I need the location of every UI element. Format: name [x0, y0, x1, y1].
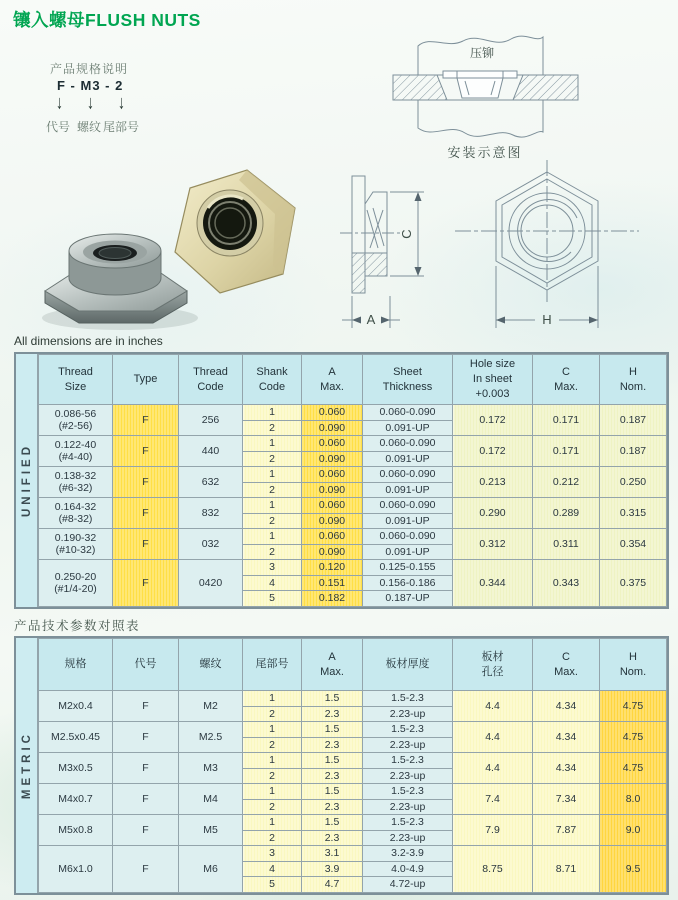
column-header: Sheet Thickness	[363, 355, 453, 405]
column-header: H Nom.	[600, 639, 667, 691]
cell-size: 0.190-32 (#10-32)	[39, 529, 113, 560]
cell-h-nom: 4.75	[600, 691, 667, 722]
cell-shank-code: 2	[243, 706, 302, 722]
cell-type: F	[113, 846, 179, 893]
table-row	[39, 467, 667, 483]
cell-a-max: 0.060	[302, 467, 363, 483]
column-header: H Nom.	[600, 355, 667, 405]
cell-type: F	[113, 405, 179, 436]
cell-h-nom: 4.75	[600, 722, 667, 753]
flush-nut-steel	[42, 234, 198, 330]
cell-size: M5x0.8	[39, 815, 113, 846]
cell-thread-code: 832	[179, 498, 243, 529]
cell-h-nom: 4.75	[600, 753, 667, 784]
cell-a-max: 1.5	[302, 784, 363, 800]
cell-sheet-thickness: 0.060-0.090	[363, 498, 453, 514]
cell-type: F	[113, 467, 179, 498]
installation-diagram	[385, 15, 665, 165]
cell-a-max: 0.090	[302, 451, 363, 467]
cell-shank-code: 1	[243, 529, 302, 545]
cell-hole-size: 4.4	[453, 722, 533, 753]
cell-hole-size: 0.290	[453, 498, 533, 529]
cell-shank-code: 1	[243, 691, 302, 707]
cell-a-max: 2.3	[302, 799, 363, 815]
cell-a-max: 3.1	[302, 846, 363, 862]
cell-shank-code: 1	[243, 722, 302, 738]
cell-hole-size: 4.4	[453, 691, 533, 722]
cell-a-max: 0.182	[302, 591, 363, 607]
column-header: 螺纹	[179, 639, 243, 691]
cell-thread-code: 0420	[179, 560, 243, 607]
cell-sheet-thickness: 0.125-0.155	[363, 560, 453, 576]
cell-a-max: 1.5	[302, 753, 363, 769]
cell-hole-size: 0.172	[453, 436, 533, 467]
cell-shank-code: 1	[243, 467, 302, 483]
cell-h-nom: 0.250	[600, 467, 667, 498]
cell-type: F	[113, 529, 179, 560]
cell-sheet-thickness: 1.5-2.3	[363, 722, 453, 738]
cell-sheet-thickness: 0.060-0.090	[363, 529, 453, 545]
cell-a-max: 0.090	[302, 482, 363, 498]
cell-type: F	[113, 691, 179, 722]
cell-c-max: 8.71	[533, 846, 600, 893]
cell-thread-code: 632	[179, 467, 243, 498]
cell-thread-code: 440	[179, 436, 243, 467]
cell-thread-code: M4	[179, 784, 243, 815]
cell-type: F	[113, 560, 179, 607]
column-header: Hole size In sheet +0.003	[453, 355, 533, 405]
down-arrow-icon: ↓	[87, 91, 94, 113]
cell-c-max: 4.34	[533, 691, 600, 722]
cell-shank-code: 4	[243, 575, 302, 591]
dim-label-c: C	[399, 229, 414, 239]
cell-size: 0.122-40 (#4-40)	[39, 436, 113, 467]
column-header: 板材 孔径	[453, 639, 533, 691]
cell-a-max: 1.5	[302, 722, 363, 738]
cell-shank-code: 2	[243, 799, 302, 815]
cell-sheet-thickness: 4.72-up	[363, 877, 453, 893]
cell-sheet-thickness: 2.23-up	[363, 706, 453, 722]
table-row	[39, 815, 667, 831]
cell-sheet-thickness: 0.091-UP	[363, 544, 453, 560]
table-row	[39, 753, 667, 769]
cell-c-max: 0.212	[533, 467, 600, 498]
cell-size: M6x1.0	[39, 846, 113, 893]
cell-hole-size: 0.213	[453, 467, 533, 498]
cell-shank-code: 3	[243, 560, 302, 576]
cell-a-max: 0.060	[302, 405, 363, 421]
cell-h-nom: 0.354	[600, 529, 667, 560]
cell-shank-code: 4	[243, 861, 302, 877]
table-row	[39, 784, 667, 800]
cell-a-max: 0.060	[302, 498, 363, 514]
cell-type: F	[113, 815, 179, 846]
cell-sheet-thickness: 2.23-up	[363, 768, 453, 784]
table-row	[39, 405, 667, 421]
diagram-label: 压铆	[469, 46, 495, 60]
cell-sheet-thickness: 1.5-2.3	[363, 815, 453, 831]
diagram-caption: 安装示意图	[447, 145, 523, 160]
cell-a-max: 3.9	[302, 861, 363, 877]
column-header: Shank Code	[243, 355, 302, 405]
metric-caption: 产品技术参数对照表	[14, 619, 141, 633]
table-row	[39, 560, 667, 576]
flush-nut-brass	[175, 170, 295, 293]
cell-shank-code: 2	[243, 830, 302, 846]
cell-h-nom: 0.187	[600, 405, 667, 436]
hex-front-drawing	[455, 160, 655, 338]
column-header: Thread Code	[179, 355, 243, 405]
cell-thread-code: 256	[179, 405, 243, 436]
cell-shank-code: 1	[243, 784, 302, 800]
column-header: 代号	[113, 639, 179, 691]
cell-shank-code: 2	[243, 768, 302, 784]
cell-sheet-thickness: 1.5-2.3	[363, 784, 453, 800]
cell-h-nom: 0.315	[600, 498, 667, 529]
cell-shank-code: 2	[243, 420, 302, 436]
page-title: 镶入螺母FLUSH NUTS	[13, 10, 201, 30]
cell-shank-code: 1	[243, 498, 302, 514]
table-row	[39, 498, 667, 514]
cell-shank-code: 3	[243, 846, 302, 862]
cell-a-max: 2.3	[302, 768, 363, 784]
cell-shank-code: 2	[243, 513, 302, 529]
cell-shank-code: 1	[243, 815, 302, 831]
column-header: C Max.	[533, 355, 600, 405]
cell-a-max: 2.3	[302, 737, 363, 753]
cell-c-max: 0.343	[533, 560, 600, 607]
cell-sheet-thickness: 2.23-up	[363, 737, 453, 753]
unified-table	[14, 352, 669, 609]
cell-shank-code: 1	[243, 753, 302, 769]
column-header: A Max.	[302, 639, 363, 691]
column-header: C Max.	[533, 639, 600, 691]
column-header: 规格	[39, 639, 113, 691]
cell-shank-code: 1	[243, 436, 302, 452]
column-header: Type	[113, 355, 179, 405]
cell-c-max: 0.289	[533, 498, 600, 529]
header-row	[39, 639, 667, 691]
cell-sheet-thickness: 2.23-up	[363, 830, 453, 846]
column-header: Thread Size	[39, 355, 113, 405]
cell-sheet-thickness: 0.060-0.090	[363, 405, 453, 421]
side-label: METRIC	[20, 731, 33, 800]
cell-shank-code: 5	[243, 591, 302, 607]
cell-size: M4x0.7	[39, 784, 113, 815]
cell-c-max: 0.171	[533, 436, 600, 467]
cell-thread-code: M5	[179, 815, 243, 846]
table-row	[39, 436, 667, 452]
cell-hole-size: 0.344	[453, 560, 533, 607]
table-row	[39, 846, 667, 862]
column-header: 尾部号	[243, 639, 302, 691]
cell-a-max: 0.151	[302, 575, 363, 591]
cell-thread-code: M3	[179, 753, 243, 784]
cell-thread-code: M6	[179, 846, 243, 893]
cell-shank-code: 1	[243, 405, 302, 421]
units-note: All dimensions are in inches	[14, 334, 163, 348]
cell-a-max: 0.060	[302, 436, 363, 452]
cell-shank-code: 2	[243, 737, 302, 753]
cell-sheet-thickness: 0.156-0.186	[363, 575, 453, 591]
legend-heading: 产品规格说明	[50, 62, 129, 76]
legend-label-thread: 螺纹	[77, 120, 102, 134]
cell-type: F	[113, 436, 179, 467]
cell-thread-code: 032	[179, 529, 243, 560]
cell-c-max: 0.171	[533, 405, 600, 436]
cell-type: F	[113, 784, 179, 815]
cell-shank-code: 2	[243, 544, 302, 560]
dim-label-h: H	[542, 312, 552, 327]
cell-a-max: 0.090	[302, 420, 363, 436]
cell-shank-code: 5	[243, 877, 302, 893]
cell-sheet-thickness: 0.187-UP	[363, 591, 453, 607]
table-row	[39, 722, 667, 738]
down-arrow-icon: ↓	[118, 91, 125, 113]
cell-a-max: 1.5	[302, 815, 363, 831]
cell-shank-code: 2	[243, 482, 302, 498]
cell-c-max: 4.34	[533, 753, 600, 784]
cell-type: F	[113, 753, 179, 784]
metric-side-strip	[16, 638, 38, 893]
cell-c-max: 4.34	[533, 722, 600, 753]
cell-a-max: 2.3	[302, 830, 363, 846]
side-label: UNIFIED	[20, 443, 33, 518]
dim-label-a: A	[366, 312, 376, 327]
cell-shank-code: 2	[243, 451, 302, 467]
cell-sheet-thickness: 0.060-0.090	[363, 436, 453, 452]
cell-sheet-thickness: 0.091-UP	[363, 420, 453, 436]
legend-code: F - M3 - 2	[57, 78, 124, 93]
cell-sheet-thickness: 0.060-0.090	[363, 467, 453, 483]
cell-sheet-thickness: 2.23-up	[363, 799, 453, 815]
cell-hole-size: 7.4	[453, 784, 533, 815]
cell-type: F	[113, 498, 179, 529]
cell-a-max: 1.5	[302, 691, 363, 707]
column-header: 板材厚度	[363, 639, 453, 691]
cell-hole-size: 0.172	[453, 405, 533, 436]
metric-spec-table	[38, 638, 667, 893]
cell-hole-size: 0.312	[453, 529, 533, 560]
cell-hole-size: 7.9	[453, 815, 533, 846]
legend-label-code: 代号	[46, 120, 71, 134]
cell-hole-size: 4.4	[453, 753, 533, 784]
product-photo	[25, 158, 325, 333]
cell-type: F	[113, 722, 179, 753]
unified-spec-table	[38, 354, 667, 607]
cell-h-nom: 9.5	[600, 846, 667, 893]
cell-c-max: 7.34	[533, 784, 600, 815]
cell-c-max: 7.87	[533, 815, 600, 846]
table-row	[39, 529, 667, 545]
cell-sheet-thickness: 3.2-3.9	[363, 846, 453, 862]
cell-size: 0.138-32 (#6-32)	[39, 467, 113, 498]
unified-side-strip	[16, 354, 38, 607]
cell-a-max: 0.060	[302, 529, 363, 545]
cell-h-nom: 0.375	[600, 560, 667, 607]
cell-h-nom: 0.187	[600, 436, 667, 467]
cell-size: 0.250-20 (#1/4-20)	[39, 560, 113, 607]
metric-table	[14, 636, 669, 895]
cell-size: 0.164-32 (#8-32)	[39, 498, 113, 529]
legend-label-tail: 尾部号	[103, 120, 140, 134]
cell-size: M3x0.5	[39, 753, 113, 784]
cell-size: M2.5x0.45	[39, 722, 113, 753]
column-header: A Max.	[302, 355, 363, 405]
header-row	[39, 355, 667, 405]
cell-thread-code: M2	[179, 691, 243, 722]
cell-sheet-thickness: 4.0-4.9	[363, 861, 453, 877]
cell-a-max: 0.090	[302, 544, 363, 560]
cell-sheet-thickness: 1.5-2.3	[363, 753, 453, 769]
cell-a-max: 2.3	[302, 706, 363, 722]
down-arrow-icon: ↓	[56, 91, 63, 113]
cell-a-max: 0.090	[302, 513, 363, 529]
cell-sheet-thickness: 0.091-UP	[363, 482, 453, 498]
cell-h-nom: 8.0	[600, 784, 667, 815]
cell-c-max: 0.311	[533, 529, 600, 560]
cell-h-nom: 9.0	[600, 815, 667, 846]
cell-hole-size: 8.75	[453, 846, 533, 893]
table-row	[39, 691, 667, 707]
cell-sheet-thickness: 1.5-2.3	[363, 691, 453, 707]
cell-sheet-thickness: 0.091-UP	[363, 513, 453, 529]
cell-a-max: 0.120	[302, 560, 363, 576]
cell-a-max: 4.7	[302, 877, 363, 893]
cell-sheet-thickness: 0.091-UP	[363, 451, 453, 467]
cell-size: M2x0.4	[39, 691, 113, 722]
cell-thread-code: M2.5	[179, 722, 243, 753]
cell-size: 0.086-56 (#2-56)	[39, 405, 113, 436]
